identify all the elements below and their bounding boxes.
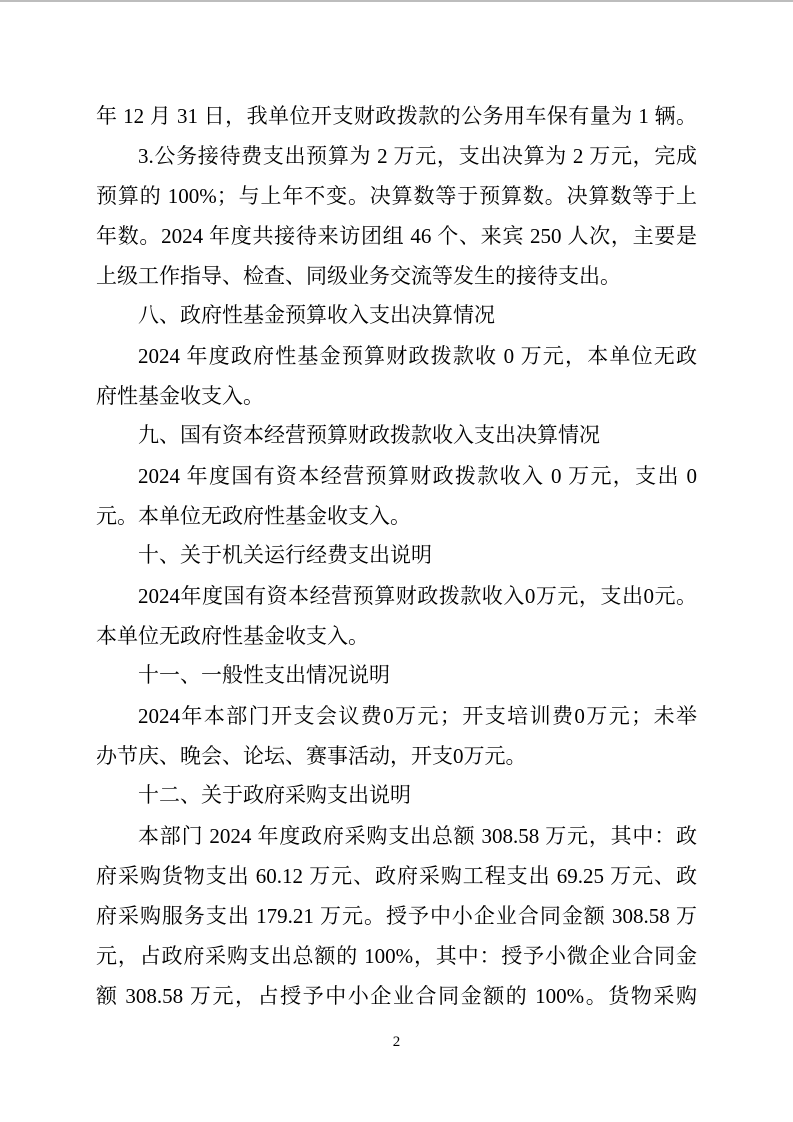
- page-top-edge-line: [0, 0, 793, 2]
- text-line: 办节庆、晚会、论坛、赛事活动，开支0万元。: [96, 744, 527, 768]
- text-line: 2024 年度国有资本经营预算财政拨款收入 0 万元，支出 0: [138, 464, 697, 488]
- text-line: 本部门 2024 年度政府采购支出总额 308.58 万元，其中：政: [138, 824, 697, 848]
- text-line: 2024年本部门开支会议费0万元；开支培训费0万元；未举: [138, 704, 697, 728]
- section-heading: 八、政府性基金预算收入支出决算情况: [138, 304, 495, 327]
- text-line: 年数。2024 年度共接待来访团组 46 个、来宾 250 人次，主要是: [96, 224, 697, 248]
- section-heading: 十二、关于政府采购支出说明: [138, 784, 411, 807]
- text-line: 3.公务接待费支出预算为 2 万元，支出决算为 2 万元，完成: [138, 144, 697, 168]
- section-heading: 九、国有资本经营预算财政拨款收入支出决算情况: [138, 424, 600, 447]
- text-line: 年 12 月 31 日，我单位开支财政拨款的公务用车保有量为 1 辆。: [96, 104, 697, 128]
- text-line: 2024年度国有资本经营预算财政拨款收入0万元，支出0元。: [138, 584, 697, 608]
- text-line: 上级工作指导、检查、同级业务交流等发生的接待支出。: [96, 264, 621, 288]
- text-line: 府采购服务支出 179.21 万元。授予中小企业合同金额 308.58 万: [96, 904, 697, 928]
- text-line: 府采购货物支出 60.12 万元、政府采购工程支出 69.25 万元、政: [96, 864, 697, 888]
- text-line: 预算的 100%；与上年不变。决算数等于预算数。决算数等于上: [96, 184, 697, 208]
- section-heading: 十、关于机关运行经费支出说明: [138, 544, 432, 567]
- text-line: 元。本单位无政府性基金收支入。: [96, 504, 411, 528]
- text-line: 额 308.58 万元，占授予中小企业合同金额的 100%。货物采购: [96, 984, 697, 1008]
- section-heading: 十一、一般性支出情况说明: [138, 664, 390, 687]
- text-line: 府性基金收支入。: [96, 384, 264, 408]
- text-line: 本单位无政府性基金收支入。: [96, 624, 369, 648]
- page-number: 2: [392, 1034, 401, 1050]
- text-line: 2024 年度政府性基金预算财政拨款收 0 万元，本单位无政: [138, 344, 697, 368]
- text-line: 元，占政府采购支出总额的 100%，其中：授予小微企业合同金: [96, 944, 697, 968]
- document-body: [96, 96, 697, 1016]
